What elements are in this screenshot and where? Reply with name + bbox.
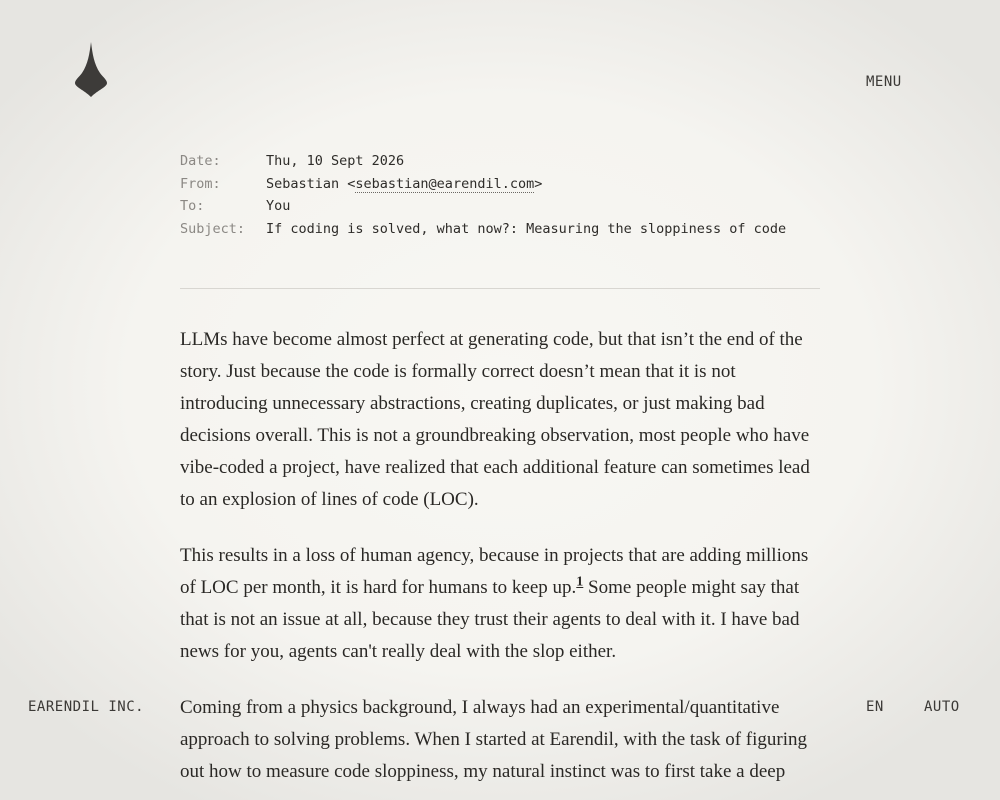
company-name: EARENDIL INC. — [28, 699, 145, 715]
from-value — [266, 173, 820, 196]
article-paragraph-3: Coming from a physics background, I always had an experimental/quantitative approach to solving problems. When I started at Earendil, with the task of figuring out how to measure code sloppiness, my natural instinct was to first take a deep — [180, 697, 808, 782]
subject-label: Subject: — [180, 220, 246, 237]
date-label: Date: — [180, 153, 221, 169]
article-body — [180, 324, 825, 800]
subject-row — [180, 218, 820, 241]
from-email-link[interactable]: sebastian@earendil.com — [355, 175, 535, 192]
email-header — [180, 150, 820, 240]
from-row — [180, 173, 820, 196]
header-divider — [180, 288, 820, 289]
from-name: Sebastian < — [266, 175, 356, 192]
date-value: Thu, 10 Sept 2026 — [266, 153, 405, 169]
theme-toggle-button[interactable]: AUTO — [924, 699, 960, 715]
earendil-logo-icon[interactable] — [72, 40, 110, 100]
from-label: From: — [180, 175, 221, 192]
paragraph-2-text-after: Some people might say that that is not an issue at all, because they trust their agents to deal with it. I have bad news for you, agents can't really deal with the slop either. — [180, 577, 800, 662]
article-paragraph-1: LLMs have become almost perfect at generating code, but that isn’t the end of the story. Just because the code is formally correct doesn’t mean that it is not introducing unnecessary abstractions, creating duplicates, or just making bad decisions overall. This is not a groundbreaking observation, most people who have vibe-coded a project, have realized that each additional feature can sometimes lead to an explosion of lines of code (LOC). — [180, 329, 810, 510]
article-paragraph-2 — [180, 540, 825, 668]
menu-button[interactable]: MENU — [866, 74, 902, 90]
language-button[interactable]: EN — [866, 699, 884, 715]
paragraph-2-text-before: This results in a loss of human agency, because in projects that are adding millions of LOC per month, it is hard for humans to keep up. — [180, 545, 809, 598]
to-label: To: — [180, 198, 205, 214]
footnote-1-link[interactable]: 1 — [576, 574, 584, 590]
to-value: You — [266, 198, 291, 214]
from-close: > — [534, 175, 543, 192]
subject-value: If coding is solved, what now?: Measuring the sloppiness of code — [266, 220, 787, 237]
date-row — [180, 150, 820, 173]
to-row — [180, 195, 820, 218]
